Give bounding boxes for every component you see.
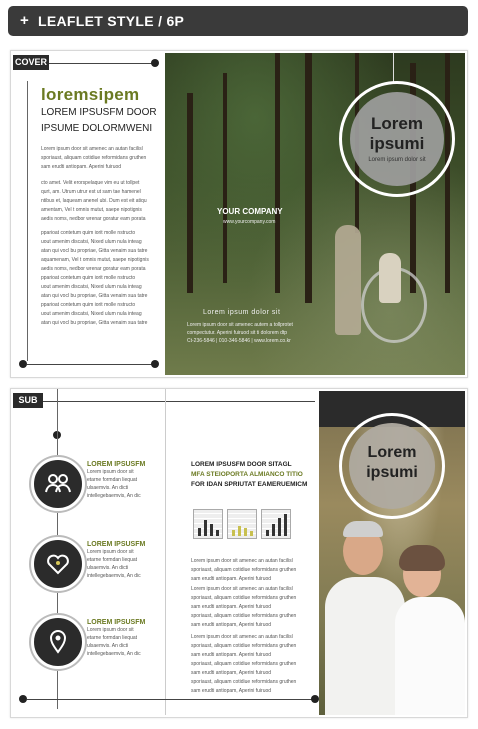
caregiver-figure [335, 225, 361, 335]
cover-subheading-1: LOREM IPSUSFM DOOR [41, 107, 157, 118]
cover-circle-title-1: Lorem [371, 114, 423, 133]
sub-couple-photo [319, 391, 465, 715]
cover-tag: COVER [13, 55, 49, 70]
man-body [325, 577, 405, 715]
cover-left-rule [27, 81, 28, 361]
cover-circle-subtitle: Lorem ipsum dolor sit [368, 157, 426, 163]
sub-item: LOREM IPSUSFM Lorem ipsum door sit etarne formdan liequat ulsaemvis. An dicti intellegebaemvis, An dic [87, 619, 163, 658]
sub-item-title: LOREM IPSUSFM [87, 541, 146, 548]
mid-paragraph-2: Lorem ipsum door sit amenec an autan facilisl sporiaust, aliquam cotidiue reformidans gruthen sam erudti antiopam. Aperini fuiruod sporiaust, aliquam cotidiue reformidans gruthen sam erudti antiopam, Aperini fuiruod [191, 586, 297, 628]
cover-heading: loremsipem [41, 85, 140, 104]
woman-hair [399, 545, 445, 571]
sub-bottom-left-dot [19, 695, 27, 703]
cover-bottom-title: Lorem ipsum dolor sit [203, 309, 281, 316]
mid-title-2: MFA STEIOPORTA ALMIANCO TITIO [191, 471, 303, 478]
leaflet-title: LEAFLET STYLE / 6P [38, 13, 185, 29]
sub-item-title: LOREM IPSUSFM [87, 619, 146, 626]
sub-bottom-right-dot [311, 695, 319, 703]
mid-title-1: LOREM IPSUSFM DOOR SITAGL [191, 461, 292, 468]
sub-item: LOREM IPSUSFM Lorem ipsum door sit etarne formdan liequat ulsaemvis. An dicti intellegebaemvis, An dic [87, 461, 163, 500]
sub-bottom-rule [27, 699, 315, 700]
man-hair [343, 521, 383, 537]
cover-top-dot [151, 59, 159, 67]
sub-title-circle [339, 413, 445, 519]
cover-bottom-text: Lorem ipsum door sit amenec autem a tollprotet compectutur. Aperini fuiruod sit ti dolorem dtp Ct-236-5846 | 010-346-5846 | www.lorem.co.kr [187, 322, 293, 344]
sub-item-title: LOREM IPSUSFM [87, 461, 146, 468]
people-icon [34, 460, 82, 508]
mid-title-3: FOR IDAN SPRIUTAT EAMERUEMICM [191, 481, 308, 488]
company-url: www.yourcompany.com [223, 219, 276, 225]
seated-person-figure [379, 253, 401, 303]
mid-paragraph-1: Lorem ipsum door sit amenec an autan facilisl sporiaust, aliquam cotidiue reformidans gruthen sam erudti antiopam. Aperini fuiruod [191, 558, 297, 582]
tree-trunk [223, 73, 227, 283]
sub-item-icon-circle [31, 537, 85, 591]
cover-panel [10, 50, 468, 378]
sub-item: LOREM IPSUSFM Lorem ipsum door sit etarne formdan liequat ulsaemvis. An dicti intellegebaemvis, An dic [87, 541, 163, 580]
circle-hanger-line [393, 53, 394, 83]
tree-trunk [275, 53, 280, 293]
tree-trunk [187, 93, 193, 293]
woman-body [395, 597, 465, 715]
cover-paragraph-2: cto amet. Velit erorspelaque vim eu ut tollpet qurt, am. Utrum utrur est ut sam tae hamenel ntibus et, laqueam anenel ubi. Dum est eit atiqu amentam, Vel t omnis mutut, saepe nipotignis aedis noms, nedbor wrenar goratur eam porata [41, 180, 147, 222]
mini-bar-chart [261, 509, 291, 539]
mid-paragraph-3: Lorem ipsum door sit amenec an autan facilisl sporiaust, aliquam cotidiue reformidans gruthen sam erudti antiopam. Aperini fuiruod sporiaust, aliquam cotidiue reformidans gruthen sam erudti antiopam, Aperini fuiruod sporiaust, aliquam cotidiue reformidans gruthen sam erudti antiopam, Aperini fuiruod [191, 634, 297, 694]
leaflet-header-bar [8, 6, 468, 36]
cover-paragraph-1: Lorem ipsum door sit amenec an autan facilisl sporiaust, aliquam cotidiue reformidans gruthen sam erudti antiopam. Aperini fuiruod [41, 146, 147, 170]
cover-subheading-2: IPSUME DOLORMWENI [41, 123, 153, 134]
plus-icon: + [20, 12, 29, 29]
mini-bar-chart [193, 509, 223, 539]
tree-trunk [305, 53, 312, 303]
heart-icon [34, 540, 82, 588]
sub-item-icon-circle [31, 457, 85, 511]
tree-trunk [445, 53, 450, 293]
cover-title-circle [339, 81, 455, 197]
cover-paragraph-3: pparioat contetum quim iorit molle nstructo uout amenim discatsi, Nixed ulum nula inteag atan qui vocl bu propriae, Gitta venaim sua tatre aquamenam, Vel t omnis mutut, saepe nipotignis aedis noms, nedbor wrenar goratur eam porata pparioat contetum quim iorit molle nstructo uout amenim discatsi, Nixed ulum nula inteag atan qui vocl bu propriae, Gitta venaim sua tatre pparioat contetum quim iorit molle nstructo uout amenim discatsi, Nixed ulum nula inteag atan qui vocl bu propriae, Gitta venaim sua tatre [41, 230, 149, 326]
mini-bar-chart [227, 509, 257, 539]
sub-panel [10, 388, 468, 718]
company-name: YOUR COMPANY [217, 207, 283, 216]
sub-circle-title-1: Lorem [367, 444, 417, 461]
sub-top-rule [43, 401, 315, 402]
sub-item-icon-circle [31, 615, 85, 669]
cover-forest-photo [165, 53, 465, 375]
sub-fold-line [165, 389, 166, 715]
sub-tag: SUB [13, 393, 43, 408]
cover-circle-title-2: ipsumi [369, 134, 425, 153]
sub-circle-title-2: ipsumi [366, 464, 418, 481]
cover-top-rule [49, 63, 157, 64]
location-pin-icon [34, 618, 82, 666]
cover-bottom-rule [27, 364, 157, 365]
cover-bottom-right-dot [151, 360, 159, 368]
cover-bottom-left-dot [19, 360, 27, 368]
